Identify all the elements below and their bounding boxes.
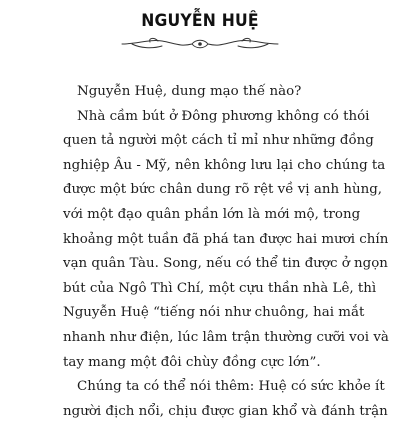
body-text [63,80,389,424]
paragraph-line: vạn quân Tàu. Song, nếu có thể tin được ở ngọn [63,256,388,272]
paragraph-line: với một đạo quân phần lớn là mới mộ, trong [63,206,361,222]
paragraph-line: quen tả người một cách tỉ mỉ như những đồng [63,133,374,149]
paragraph-line: Nhà cầm bút ở Đông phương không có thói [77,108,370,124]
ornament-divider-icon [118,35,282,53]
paragraph-line: bút của Ngô Thì Chí, một cựu thần nhà Lê, thì [63,280,377,296]
paragraph-line: Nguyễn Huệ, dung mạo thế nào? [77,84,302,99]
paragraph-line: nhanh như điện, lúc lâm trận thường cưỡi voi và [63,329,389,345]
paragraph-line: người địch nổi, chịu được gian khổ và đánh trận [63,403,388,419]
paragraph-line: được một bức chân dung rõ rệt về vị anh hùng, [63,182,383,198]
chapter-title: NGUYỄN HUỆ [141,11,259,31]
paragraph-line: nghiệp Âu - Mỹ, nên không lưu lại cho chúng ta [63,157,386,173]
paragraph-line: tay mang một đôi chùy đồng cực lớn”. [63,354,321,370]
paragraph-line: khoảng một tuần đã phá tan được hai mươi chín [63,231,389,247]
paragraph-line: Nguyễn Huệ “tiếng nói như chuông, hai mắt [63,305,365,321]
paragraph-line: Chúng ta có thể nói thêm: Huệ có sức khỏe ít [77,379,385,395]
